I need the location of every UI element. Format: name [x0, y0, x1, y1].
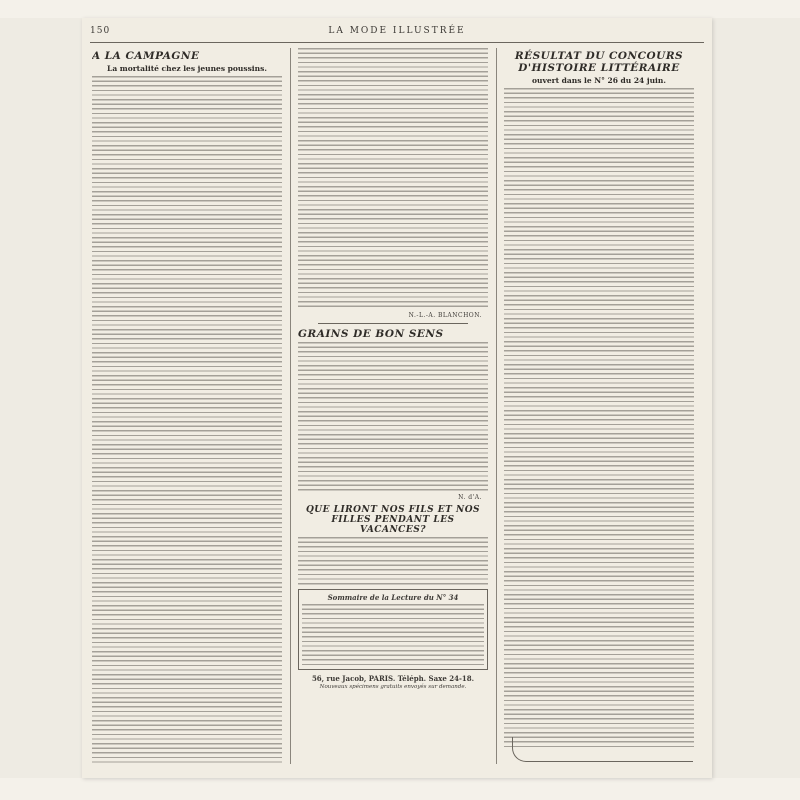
running-title: LA MODE ILLUSTRÉE — [328, 26, 466, 36]
middle-column — [298, 48, 488, 764]
section-title: GRAINS DE BON SENS — [298, 328, 444, 340]
address-note: Nouveaux spécimens gratuits envoyés sur demande. — [319, 684, 467, 690]
section-subtitle: La mortalité chez les jeunes poussins. — [107, 64, 267, 73]
magazine-page — [82, 18, 712, 778]
column-separator — [496, 48, 497, 764]
article-author: N.-L.-A. BLANCHON. — [408, 312, 482, 319]
section-title: RÉSULTAT DU CONCOURS D'HISTOIRE LITTÉRAIRE — [514, 50, 684, 74]
section-title: QUE LIRONT NOS FILS ET NOS FILLES PENDANT LES VACANCES? — [305, 505, 481, 535]
divider — [318, 323, 468, 324]
section-title: A LA CAMPAGNE — [92, 50, 200, 62]
page-number: 150 — [90, 26, 111, 36]
section-subtitle: ouvert dans le N° 26 du 24 juin. — [532, 76, 666, 85]
article-text — [92, 76, 282, 764]
footer-ornament — [512, 737, 693, 762]
summary-text — [302, 604, 484, 666]
article-text — [504, 88, 694, 748]
right-column — [504, 48, 694, 764]
header-rule — [90, 42, 704, 43]
article-text — [298, 48, 488, 310]
article-text — [298, 537, 488, 585]
left-margin — [0, 18, 82, 778]
article-author: N. d'A. — [458, 494, 482, 501]
page-header — [90, 26, 704, 42]
summary-box — [298, 589, 488, 670]
article-text — [298, 342, 488, 492]
summary-title: Sommaire de la Lecture du N° 34 — [327, 593, 459, 602]
publisher-address: 56, rue Jacob, PARIS. Téléph. Saxe 24-18. — [311, 674, 475, 683]
column-separator — [290, 48, 291, 764]
right-margin — [712, 18, 800, 778]
left-column — [92, 48, 282, 764]
